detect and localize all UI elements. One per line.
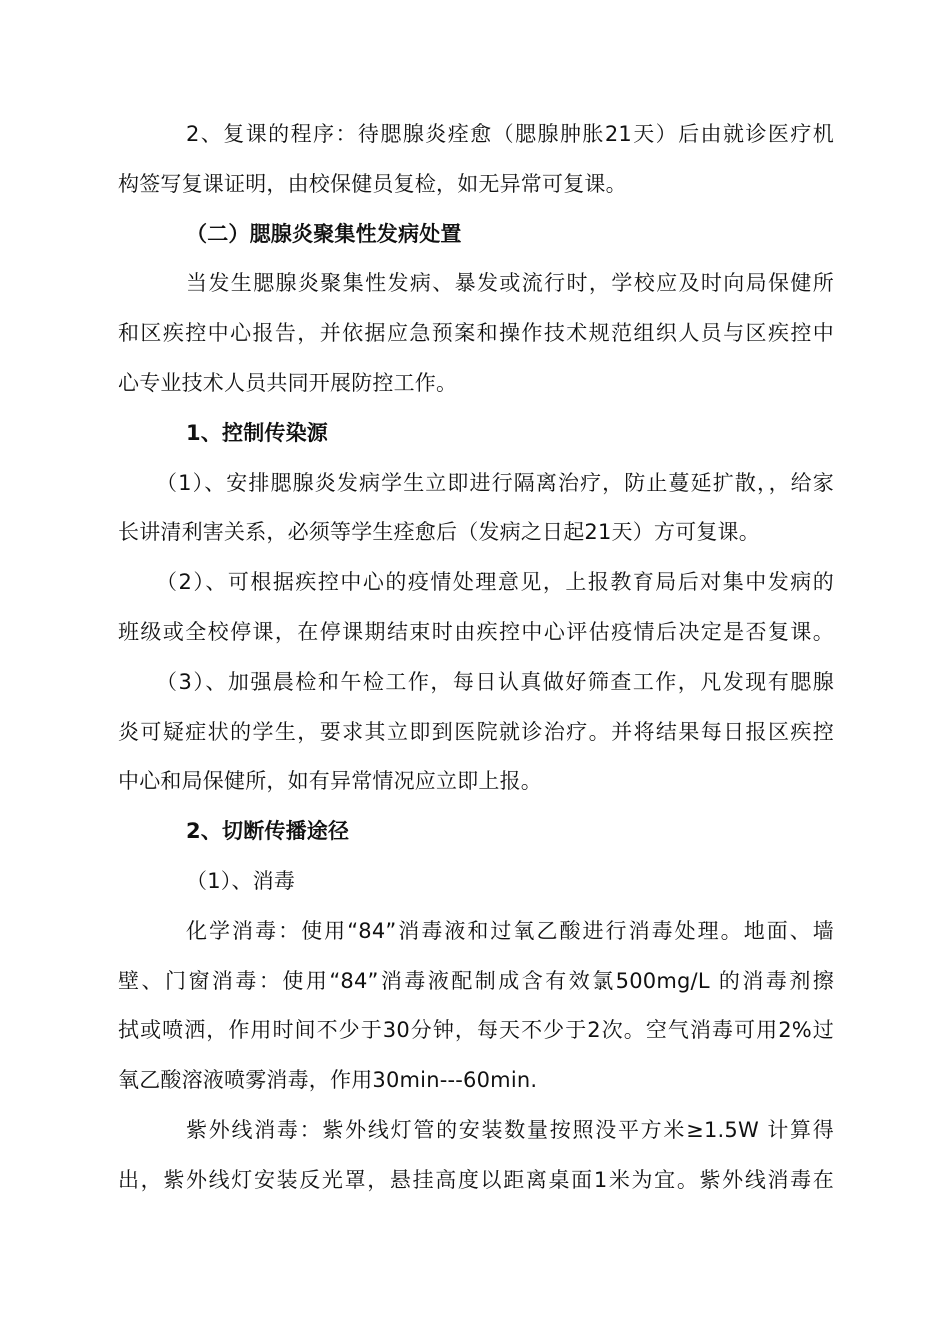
paragraph-line: 化学消毒：使用“84”消毒液和过氧乙酸进行消毒处理。地面、墙 — [186, 918, 834, 943]
paragraph-line: 长讲清利害关系，必须等学生痊愈后（发病之日起21天）方可复课。 — [118, 520, 760, 545]
paragraph-line: 氧乙酸溶液喷雾消毒，作用30min---60min. — [118, 1068, 538, 1093]
paragraph-line: 班级或全校停课，在停课期结束时由疾控中心评估疫情后决定是否复课。 — [118, 619, 834, 644]
paragraph-line: （3）、加强晨检和午检工作，每日认真做好筛查工作，凡发现有腮腺 — [156, 669, 834, 694]
subsection-heading: 1、控制传染源 — [186, 420, 329, 445]
paragraph-line: 和区疾控中心报告，并依据应急预案和操作技术规范组织人员与区疾控中 — [118, 321, 834, 346]
subsection-heading: 2、切断传播途径 — [186, 819, 350, 844]
paragraph-line: 拭或喷洒，作用时间不少于30分钟，每天不少于2次。空气消毒可用2%过 — [118, 1018, 834, 1043]
paragraph-line: （1）、安排腮腺炎发病学生立即进行隔离治疗，防止蔓延扩散，，给家 — [156, 470, 834, 495]
paragraph-line: 2、复课的程序：待腮腺炎痊愈（腮腺肿胀21天）后由就诊医疗机 — [186, 122, 834, 146]
paragraph-line: （2）、可根据疾控中心的疫情处理意见，上报教育局后对集中发病的 — [156, 570, 834, 595]
paragraph-line: 出，紫外线灯安装反光罩，悬挂高度以距离桌面1米为宜。紫外线消毒在 — [118, 1167, 834, 1192]
paragraph-line: 心专业技术人员共同开展防控工作。 — [118, 370, 458, 395]
section-heading: （二）腮腺炎聚集性发病处置 — [186, 221, 462, 246]
paragraph-line: 中心和局保健所，如有异常情况应立即上报。 — [118, 769, 542, 794]
paragraph-line: 壁、门窗消毒：使用“84”消毒液配制成含有效氯500mg/L 的消毒剂擦 — [118, 968, 834, 993]
item-heading: （1）、消毒 — [186, 868, 296, 893]
document-body — [118, 110, 834, 1206]
paragraph-line: 炎可疑症状的学生，要求其立即到医院就诊治疗。并将结果每日报区疾控 — [118, 719, 834, 744]
paragraph-line: 紫外线消毒：紫外线灯管的安装数量按照没平方米≥1.5W 计算得 — [186, 1117, 834, 1142]
paragraph-line: 当发生腮腺炎聚集性发病、暴发或流行时，学校应及时向局保健所 — [186, 271, 834, 296]
paragraph-line: 构签写复课证明，由校保健员复检，如无异常可复课。 — [118, 171, 627, 196]
